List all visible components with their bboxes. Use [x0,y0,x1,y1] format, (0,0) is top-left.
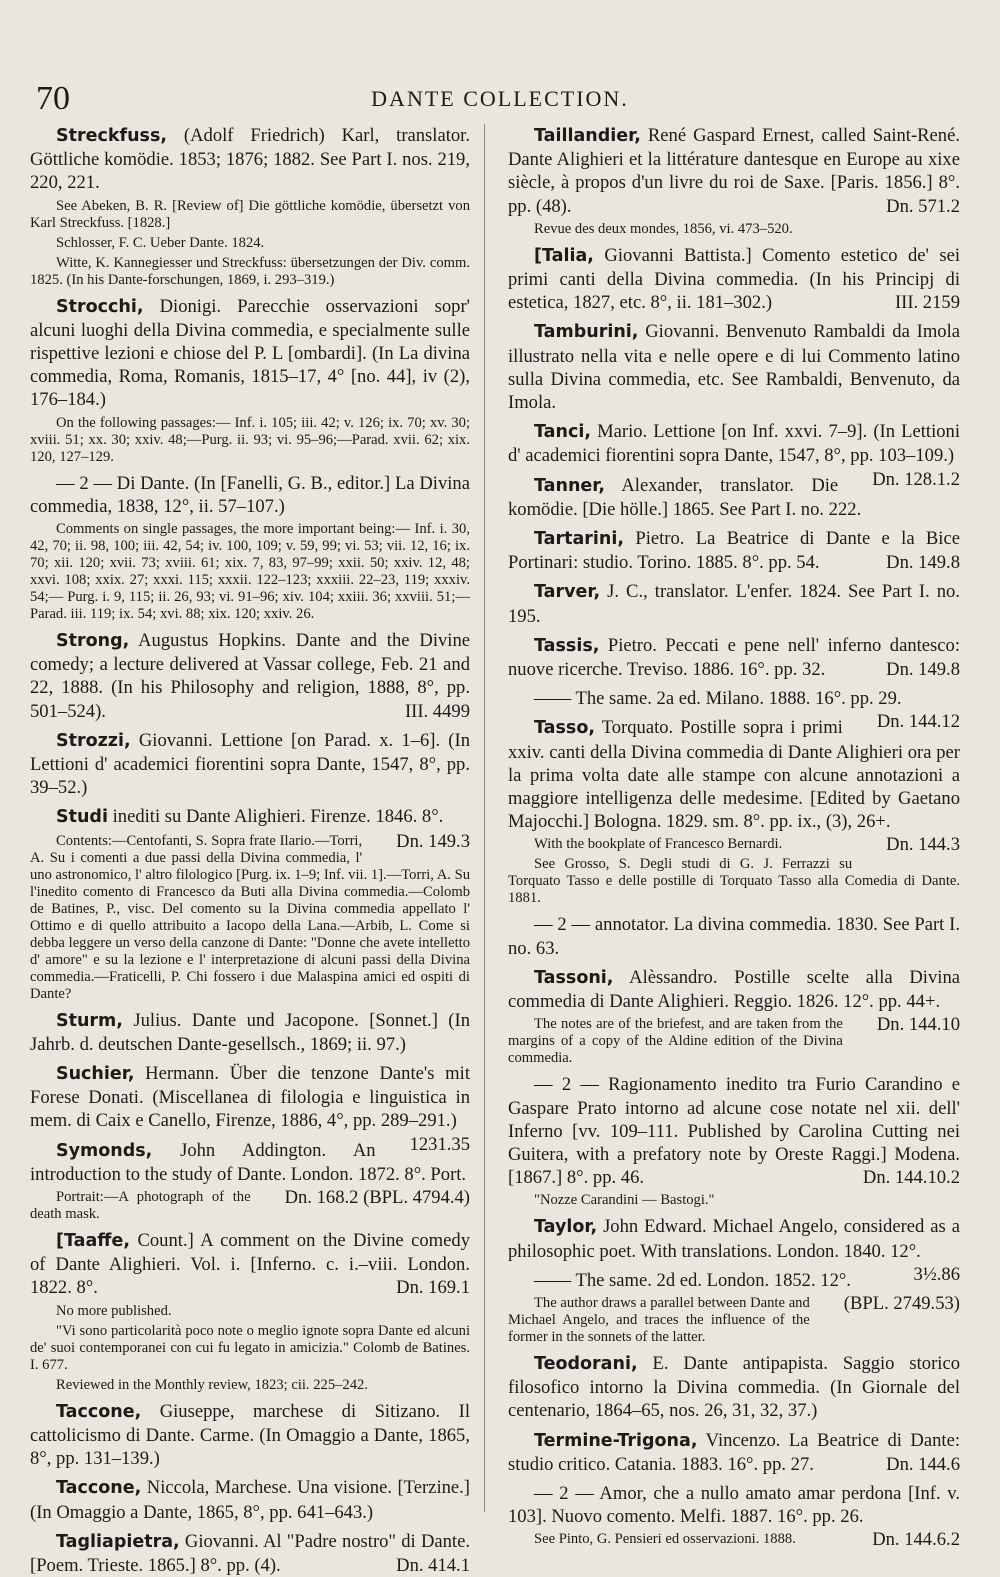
catalog-entry [508,320,960,414]
entry-note: With the bookplate of Francesco Bernardi. [534,836,783,853]
entry-body: Giuseppe, marchese di Sitizano. Il cattolicismo di Dante. Carme. (In Omaggio a Dante, 1865, 8°, pp. 131–139.) [30,1400,470,1470]
entry-headword: Symonds, [56,1140,153,1161]
entry-headword: Taillandier, [534,126,641,146]
entry-headword: Tarver, [534,582,601,603]
entry-text [508,1429,960,1476]
catalog-entry [508,580,960,627]
entry-text [508,320,960,414]
shelf-mark: Dn. 144.10.2 [862,1167,960,1189]
entry-headword: Teodorani, [534,1353,638,1374]
entry-headword: Taylor, [534,1217,598,1238]
entry-text [30,295,470,412]
entry-note: The notes are of the briefest, and are taken from the margins of a copy of the Aldine edition of the Divina commedia. [508,1016,843,1067]
entry-body: René Gaspard Ernest, called Saint-René. Dante Alighieri et la littérature dantesque en Europe au xixe siècle, à propos d'un livre du roi de Saxe. [Paris. 1856.] 8°. pp. (48). [508,125,961,217]
entry-note: See Grosso, S. Degli studi di G. J. Ferrazzi su Torquato Tasso e delle postille di Torquato Tasso alla Comedia di Dante. 1881. [508,856,960,907]
entry-note: Revue des deux mondes, 1856, vi. 473–520. [534,220,793,237]
entry-headword: Tanner, [534,475,605,496]
entry-body: Torquato. Postille sopra i primi xxiv. canti della Divina commedia di Dante Alighieri ora per la prima volta date alle stampe con alcune annotazioni a maggiore intelligenza delle medesime. [Edited by Gaetano Majocchi.] Bologna. 1829. sm. 8°. pp. ix., (3), 26+. [508,717,960,833]
entry-body: Hermann. Über die tenzone Dante's mit Forese Donati. (Miscellanea di filologia e linguistica in mem. di Caix e Canello, Firenze, 1886, 4°, pp. 289–291.) [30,1063,470,1132]
entry-headword: Taccone, [56,1478,142,1499]
shelf-mark: Dn. 149.8 [886,552,960,574]
entry-note: Schlosser, F. C. Ueber Dante. 1824. [56,234,265,251]
shelf-mark: III. 4499 [404,700,470,722]
entry-text [508,1073,960,1189]
entry-headword: Termine-Trigona, [534,1430,698,1451]
entry-headword: Streckfuss, [56,126,168,146]
entry-note: Portrait:—A photograph of the death mask. [30,1189,251,1223]
catalog-entry [508,913,960,959]
entry-headword: Tassoni, [534,967,614,988]
right-column [508,124,961,1551]
entry-text [508,244,960,315]
entry-text [30,124,470,195]
shelf-mark: III. 2159 [894,292,960,314]
entry-body: Giovanni. Lettione [on Parad. x. 1–6]. (In Lettioni d' academici fiorentini sopra Dante, 1547, 8°, pp. 39–52.) [30,729,470,799]
catalog-entry [508,716,960,907]
shelf-mark: Dn. 128.1.2 [872,468,960,490]
entry-headword: Tartarini, [534,529,625,550]
entry-body: E. Dante antipapista. Saggio storico filosofico intorno la Divina commedia. (In Giornale del centenario, 1864–65, nos. 26, 31, 32, 37.) [508,1352,960,1422]
catalog-entry [30,729,470,800]
entry-body: Julius. Dante und Jacopone. [Sonnet.] (In Jahrb. d. deutschen Dante-gesellsch., 1869; ii. 97.) [30,1009,470,1055]
catalog-entry [508,1482,960,1551]
entry-body: J. C., translator. L'enfer. 1824. See Part I. no. 195. [508,581,960,627]
entry-headword: Tanci, [534,422,591,443]
entry-text [30,1229,470,1300]
catalog-entry [508,527,960,574]
shelf-mark: Dn. 144.3 [886,834,960,856]
left-column [30,124,470,1576]
entry-text [30,805,470,852]
entry-body: Pietro. Peccati e pene nell' inferno dantesco: nuove ricerche. Treviso. 1886. 16°. pp. 32. [508,634,960,681]
entry-body: John Edward. Michael Angelo, considered as a philosophic poet. With translations. London. 1840. 12°. [508,1216,960,1262]
catalog-entry [30,124,470,289]
entry-body: Niccola, Marchese. Una visione. [Terzine.] (In Omaggio a Dante, 1865, 8°, pp. 641–643.) [30,1477,470,1523]
shelf-mark: (BPL. 2749.53) [843,1292,960,1314]
catalog-entry [508,1073,960,1209]
entry-text [30,729,470,800]
catalog-entry [30,1009,470,1056]
catalog-entry [30,1229,470,1394]
catalog-entry [30,1400,470,1471]
entry-headword: Tagliapietra, [56,1531,180,1552]
catalog-entry [508,634,960,681]
catalog-entry [30,472,470,623]
entry-body: — 2 — Amor, che a nullo amato amar perdona [Inf. v. 103]. Nuovo comento. Melfi. 1887. 16°. pp. 26. [508,1482,960,1528]
entry-headword: Strong, [56,631,130,652]
catalog-entry [508,966,960,1067]
entry-note: See Pinto, G. Pensieri ed osservazioni. 1888. [534,1531,796,1548]
catalog-entry [30,629,470,723]
entry-headword: Tamburini, [534,322,639,343]
entry-body: Mario. Lettione [on Inf. xxvi. 7–9]. (In Lettioni d' academici fiorentini sopra Dante, 1547, 8°, pp. 103–109.) [508,421,960,467]
entry-body: Dionigi. Parecchie osservazioni sopr' alcuni luoghi della Divina commedia, e specialmente sulle rispettive lezioni e chiose del P. L [ombardi]. (In La divina commedia, Roma, Romanis, 1815–17, 4° [no. 44], iv (2), 176–184.) [30,295,470,411]
entry-headword: Sturm, [56,1010,123,1031]
entry-text [508,580,960,627]
entry-body: Alèssandro. Postille scelte alla Divina commedia di Dante Alighieri. Reggio. 1826. 12°. pp. 44+. [508,966,960,1013]
entry-note: Comments on single passages, the more important being:— Inf. i. 30, 42, 70; ii. 98, 100; iii. 42, 54; iv. 100, 109; v. 59, 99; vi. 53; vii. 12, 16; ix. 70; xii. 120; xvii. 73; xviii. 61; xix. 7, 83, 97–99; xxii. 50; xxiv. 12, 48; xxvi. 108; xxix. 27; xxxi. 115; xxxii. 122–123; xxxiii. 22–23, 119; xxxiv. 54;— Purg. i. 9, 115; ii. 26, 93; vi. 91–96; xiv. 104; xxiii. 36; xxviii. 51;—Parad. iii. 119; ix. 54; xvi. 88; xix. 120; xxiv. 26. [30,521,470,623]
shelf-mark: Dn. 144.12 [876,711,960,733]
shelf-mark: Dn. 144.6 [886,1453,960,1475]
page-header [36,80,964,120]
running-head: DANTE COLLECTION. [371,86,629,111]
entry-body: Giovanni. Benvenuto Rambaldi da Imola illustrato nella vita e nelle opere e di lui Commento latino sulla Divina commedia, etc. See Rambaldi, Benvenuto, da Imola. [508,321,961,414]
shelf-mark: Dn. 144.10 [876,1014,960,1036]
entry-headword: Taccone, [56,1401,142,1422]
page-number: 70 [36,80,70,117]
entry-note: "Vi sono particolarità poco note o meglio ignote sopra Dante ed alcuni de' suoi contemporanei con cui fu legato in amicizia." Colomb de Batines. I. 677. [30,1322,470,1373]
entry-headword: Tassis, [534,635,600,656]
shelf-mark: 3½.86 [913,1263,960,1285]
entry-text [30,1476,470,1523]
entry-text [30,1009,470,1056]
entry-body: John Addington. An introduction to the study of Dante. London. 1872. 8°. Port. [30,1139,467,1185]
entry-note: On the following passages:— Inf. i. 105; iii. 42; v. 126; ix. 70; xv. 30; xviii. 51; xx. 30; xxiv. 48;—Purg. ii. 93; vi. 95–96;—Parad. xvii. 62; xix. 120, 127–129. [30,414,470,465]
entry-text [30,472,470,518]
catalog-entry [508,124,960,238]
catalog-entry [508,1429,960,1476]
entry-text [508,527,960,574]
entry-body: Count.] A comment on the Divine comedy of Dante Alighieri. Vol. i. [Inferno. c. i.–viii. London. 1822. 8°. [30,1230,470,1299]
entry-body: (Adolf Friedrich) Karl, translator. Göttliche komödie. 1853; 1876; 1882. See Part I. nos. 219, 220, 221. [30,125,470,194]
entry-text [508,913,960,959]
entry-headword: [Talia, [534,245,594,266]
entry-note: Contents:—Centofanti, S. Sopra frate Ilario.—Torri, A. Su i comenti a due passi della Divina commedia, l' uno astronomico, l' altro filologico [Purg. ix. 1–9; Inf. vii. 1].—Torri, A. Su l'inedito comento di Francesco da Buti alla Divina commedia.—Colomb de Batines, P., visc. Del comento su la Divina commedia appellato l' Ottimo e di quello attribuito a Iacopo della Lana.—Arbib, L. Come si debba leggere un verso della canzone di Dante: "Donne che avete intelletto d' amore" e su la lezione e l' interpretazione di alcuni passi della Divina commedia.—Fraticelli, P. Chi fossero i due Malaspina amici ed ospiti di Dante? [30,832,470,1002]
entry-body: inediti su Dante Alighieri. Firenze. 1846. 8°. [112,806,444,828]
entry-body: Giovanni. Al "Padre nostro" di Dante. [Poem. Trieste. 1865.] 8°. pp. (4). [30,1530,470,1576]
entry-text [30,629,470,723]
entry-headword: Strocchi, [56,296,144,317]
shelf-mark: 1231.35 [409,1133,470,1155]
entry-note: No more published. [56,1302,172,1319]
catalog-entry [30,805,470,1002]
entry-headword: Tasso, [534,718,595,739]
entry-body: — 2 — annotator. La divina commedia. 1830. See Part I. no. 63. [508,914,960,959]
entry-headword: Suchier, [56,1064,135,1085]
entry-body: Giovanni Battista.] Comento estetico de' sei primi canti della Divina commedia. (In his Principj di estetica, 1827, etc. 8°, ii. 181–302.) [508,244,960,314]
entry-body: —— The same. 2d ed. London. 1852. 12°. [534,1269,851,1291]
shelf-mark: Dn. 168.2 (BPL. 4794.4) [284,1187,470,1209]
entry-note: The author draws a parallel between Dante and Michael Angelo, and traces the influence of the former in the sonnets of the latter. [508,1294,810,1345]
entry-text [508,1352,960,1423]
entry-note: See Abeken, B. R. [Review of] Die göttliche komödie, übersetzt von Karl Streckfuss. [1828.] [30,197,470,231]
entry-headword: Studi [56,807,108,828]
column-divider [484,124,485,1512]
shelf-mark: Dn. 414.1 [396,1554,470,1576]
entry-text [508,966,960,1036]
catalog-entry [30,1530,470,1577]
entry-body: Vincenzo. La Beatrice di Dante: studio critico. Catania. 1883. 16°. pp. 27. [508,1429,960,1475]
entry-note: "Nozze Carandini — Bastogi." [534,1192,715,1209]
catalog-entry [508,244,960,315]
shelf-mark: Dn. 571.2 [886,195,960,217]
catalog-entry [508,1352,960,1423]
entry-note: Witte, K. Kannegiesser und Streckfuss: übersetzungen der Div. comm. 1825. (In his Dante-forschungen, 1869, i. 293–319.) [30,254,470,288]
shelf-mark: Dn. 144.6.2 [872,1529,960,1551]
entry-headword: [Taaffe, [56,1231,130,1252]
entry-text [30,1400,470,1471]
entry-body: Augustus Hopkins. Dante and the Divine comedy; a lecture delivered at Vassar college, Feb. 21 and 22, 1888. (In his Philosophy and religion, 1888, 8°, pp. 501–524). [30,630,470,722]
entry-headword: Strozzi, [56,730,131,751]
entry-body: Pietro. La Beatrice di Dante e la Bice Portinari: studio. Torino. 1885. 8°. pp. 54. [508,528,960,574]
entry-note: Reviewed in the Monthly review, 1823; cii. 225–242. [56,1376,368,1393]
entry-body: —— The same. 2a ed. Milano. 1888. 16°. pp. 29. [534,688,902,710]
entry-text [508,124,960,218]
shelf-mark: Dn. 169.1 [396,1277,470,1299]
shelf-mark: Dn. 149.8 [886,659,960,681]
catalog-entry [30,1476,470,1523]
shelf-mark: Dn. 149.3 [396,830,470,852]
entry-text [508,634,960,681]
entry-body: Alexander, translator. Die komödie. [Die hölle.] 1865. See Part I. no. 222. [508,474,862,520]
entry-text [30,1530,470,1577]
catalog-entry [30,295,470,466]
entry-body: — 2 — Ragionamento inedito tra Furio Carandino e Gaspare Prato intorno ad alcune cose notate nel xii. dell' Inferno [vv. 109–111. Published by Carolina Cutting nei Guitera, with a prefatory note by Oreste Raggi.] Modena. [1867.] 8°. pp. 46. [508,1074,960,1189]
entry-body: — 2 — Di Dante. (In [Fanelli, G. B., editor.] La Divina commedia, 1838, 12°, ii. 57–107.) [30,472,470,517]
